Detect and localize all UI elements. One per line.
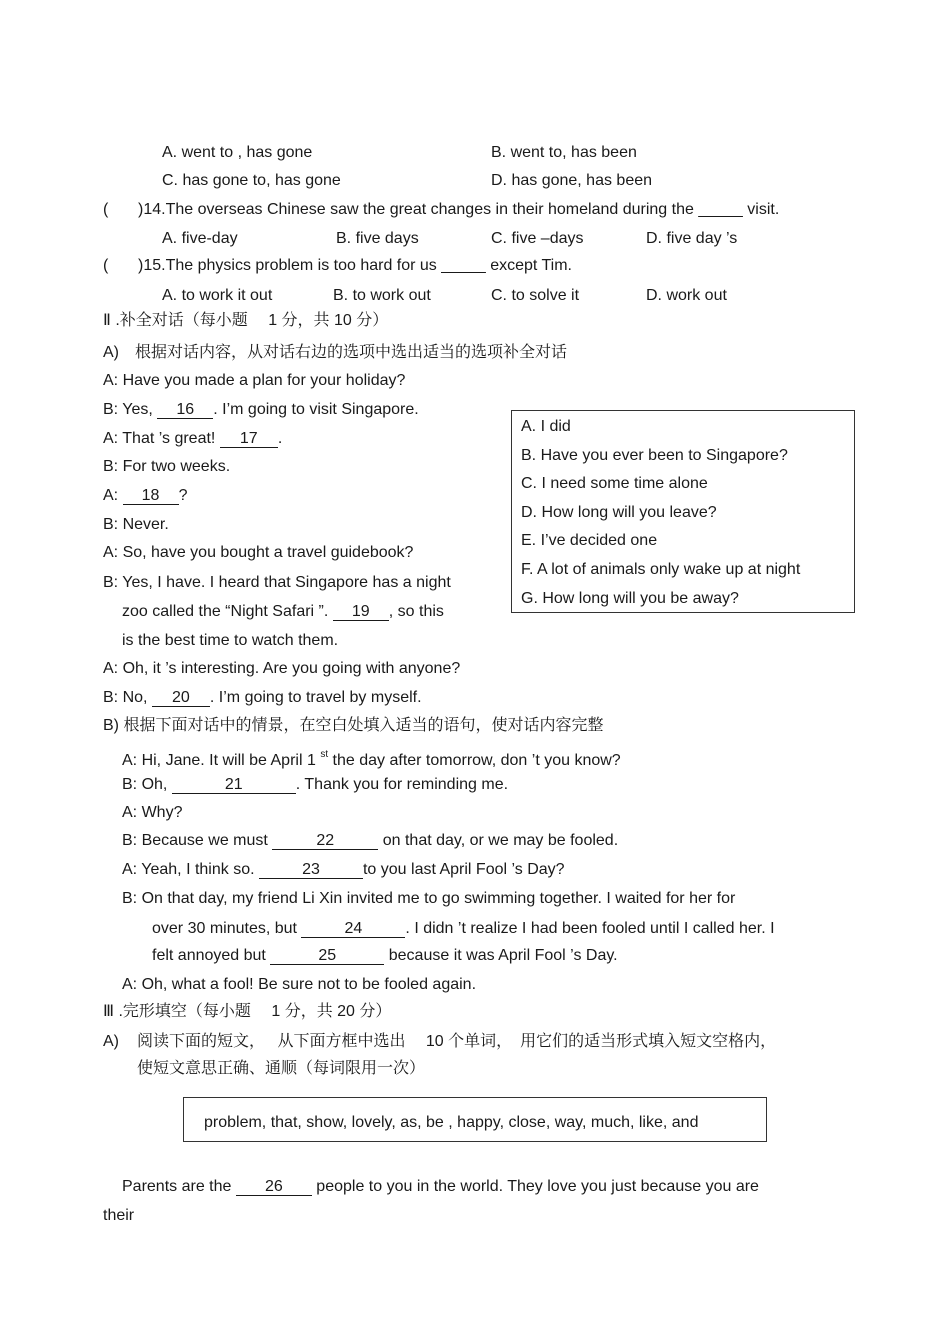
dialogB-line-7-pre: over 30 minutes, but [152, 920, 302, 937]
dialogB-line-5-post: to you last April Fool ’s Day? [362, 861, 565, 878]
blank-25: 25 [270, 947, 384, 965]
dialogB-line-6: B: On that day, my friend Li Xin invited me to go swimming together. I waited for her for [122, 890, 736, 907]
blank-19: 19 [333, 603, 389, 621]
dialogB-line-8-post: because it was April Fool ’s Day. [384, 947, 618, 964]
dialogB-line-5 [122, 860, 565, 880]
dialogA-line-2-post: . I’m going to visit Singapore. [213, 401, 419, 418]
section2-title: Ⅱ .补全对话（每小题 1 分，共 10 分） [103, 312, 389, 329]
section3-partA-label: A) [103, 1033, 119, 1050]
blank-17: 17 [220, 430, 278, 448]
dialogB-line-2-pre: B: Oh, [122, 776, 172, 793]
dialogB-line-9: A: Oh, what a fool! Be sure not to be fooled again. [122, 976, 477, 993]
dialogA-line-3-post: . [277, 430, 283, 447]
dialogB-line-4-post: on that day, or we may be fooled. [378, 832, 619, 849]
dialogA-line-1: A: Have you made a plan for your holiday? [103, 372, 406, 389]
q15-option-a: A. to work it out [162, 287, 273, 304]
dialogA-line-2 [103, 400, 419, 420]
q13-option-d: D. has gone, has been [491, 172, 653, 189]
q14-option-b: B. five days [336, 230, 419, 247]
dialogA-line-5-post: ? [178, 487, 188, 504]
option-d: D. How long will you leave? [521, 504, 717, 521]
q14-option-d: D. five day ’s [646, 230, 738, 247]
q15-option-d: D. work out [646, 287, 727, 304]
dialogA-line-12-pre: B: No, [103, 689, 152, 706]
passage-line-1 [122, 1177, 759, 1197]
passage-line-1-pre: Parents are the [122, 1178, 236, 1195]
passage-line-1-post: people to you in the world. They love you just because you are [311, 1178, 759, 1195]
dialogB-line-2-post: . Thank you for reminding me. [295, 776, 509, 793]
blank-21: 21 [172, 776, 296, 794]
dialogA-line-11: A: Oh, it ’s interesting. Are you going with anyone? [103, 660, 461, 677]
blank-22: 22 [272, 832, 378, 850]
q14-option-a: A. five-day [162, 230, 238, 247]
blank-20: 20 [152, 689, 210, 707]
option-a: A. I did [521, 418, 571, 435]
section3-partA-instruction-2: 使短文意思正确、通顺（每词限用一次） [137, 1060, 426, 1077]
dialogA-line-3-pre: A: That ’s great! [103, 430, 220, 447]
section3-partA-instruction-1: 阅读下面的短文， 从下面方框中选出 10 个单词， 用它们的适当形式填入短文空格内， [137, 1033, 777, 1050]
dialogB-line-8-pre: felt annoyed but [152, 947, 271, 964]
dialogA-line-10: is the best time to watch them. [122, 632, 339, 649]
blank-26: 26 [236, 1178, 312, 1196]
q13-option-c: C. has gone to, has gone [162, 172, 341, 189]
section3-title: Ⅲ .完形填空（每小题 1 分，共 20 分） [103, 1003, 392, 1020]
dialogA-line-12 [103, 688, 422, 708]
dialogB-line-5-pre: A: Yeah, I think so. [122, 861, 259, 878]
q13-option-a: A. went to , has gone [162, 144, 313, 161]
dialogB-line-8 [152, 946, 618, 966]
section2-partB-instruction: B) 根据下面对话中的情景，在空白处填入适当的语句，使对话内容完整 [103, 717, 604, 734]
word-box [183, 1097, 767, 1142]
dialogB-line-4-pre: B: Because we must [122, 832, 273, 849]
q15-paren: ( [103, 257, 109, 274]
option-c: C. I need some time alone [521, 475, 708, 492]
dialogB-line-7-post: . I didn ’t realize I had been fooled until I called her. I [405, 920, 775, 937]
q14-option-c: C. five –days [491, 230, 584, 247]
dialogB-line-7 [152, 919, 775, 939]
dialogA-line-4: B: For two weeks. [103, 458, 231, 475]
dialogA-line-3 [103, 429, 282, 449]
dialogB-line-4 [122, 831, 618, 851]
dialogB-line-1-pre: A: Hi, Jane. It will be April 1 [122, 752, 321, 769]
dialogB-line-1-sup: st [320, 749, 329, 760]
word-box-list: problem, that, show, lovely, as, be , happy, close, way, much, like, and [204, 1114, 699, 1131]
dialogA-line-7: A: So, have you bought a travel guidebook? [103, 544, 414, 561]
dialogB-line-1 [122, 745, 621, 771]
dialogB-line-3: A: Why? [122, 804, 183, 821]
option-b: B. Have you ever been to Singapore? [521, 447, 788, 464]
dialogB-line-1-post: the day after tomorrow, don ’t you know? [328, 752, 621, 769]
blank-24: 24 [301, 920, 405, 938]
q14-stem: )14.The overseas Chinese saw the great changes in their homeland during the _____ visit. [138, 201, 780, 218]
option-f: F. A lot of animals only wake up at night [521, 561, 801, 578]
dialogA-line-9 [122, 602, 444, 622]
q14-paren: ( [103, 201, 109, 218]
dialogA-line-12-post: . I’m going to travel by myself. [209, 689, 422, 706]
dialogA-line-8: B: Yes, I have. I heard that Singapore has a night [103, 574, 451, 591]
dialogB-line-2 [122, 775, 508, 795]
q15-stem: )15.The physics problem is too hard for us _____ except Tim. [138, 257, 572, 274]
passage-line-2: their [103, 1207, 135, 1224]
section2-partA-instruction: A) 根据对话内容，从对话右边的选项中选出适当的选项补全对话 [103, 344, 568, 361]
option-e: E. I’ve decided one [521, 532, 658, 549]
dialogA-line-9-pre: zoo called the “Night Safari ”. [122, 603, 333, 620]
dialogA-line-2-pre: B: Yes, [103, 401, 158, 418]
q15-option-c: C. to solve it [491, 287, 580, 304]
blank-18: 18 [123, 487, 179, 505]
dialogA-line-5-pre: A: [103, 487, 123, 504]
blank-16: 16 [157, 401, 213, 419]
dialogA-line-5 [103, 486, 187, 506]
options-box [511, 410, 855, 613]
option-g: G. How long will you be away? [521, 590, 739, 607]
dialogA-line-9-post: , so this [388, 603, 444, 620]
q15-option-b: B. to work out [333, 287, 431, 304]
dialogA-line-6: B: Never. [103, 516, 169, 533]
blank-23: 23 [259, 861, 363, 879]
q13-option-b: B. went to, has been [491, 144, 637, 161]
